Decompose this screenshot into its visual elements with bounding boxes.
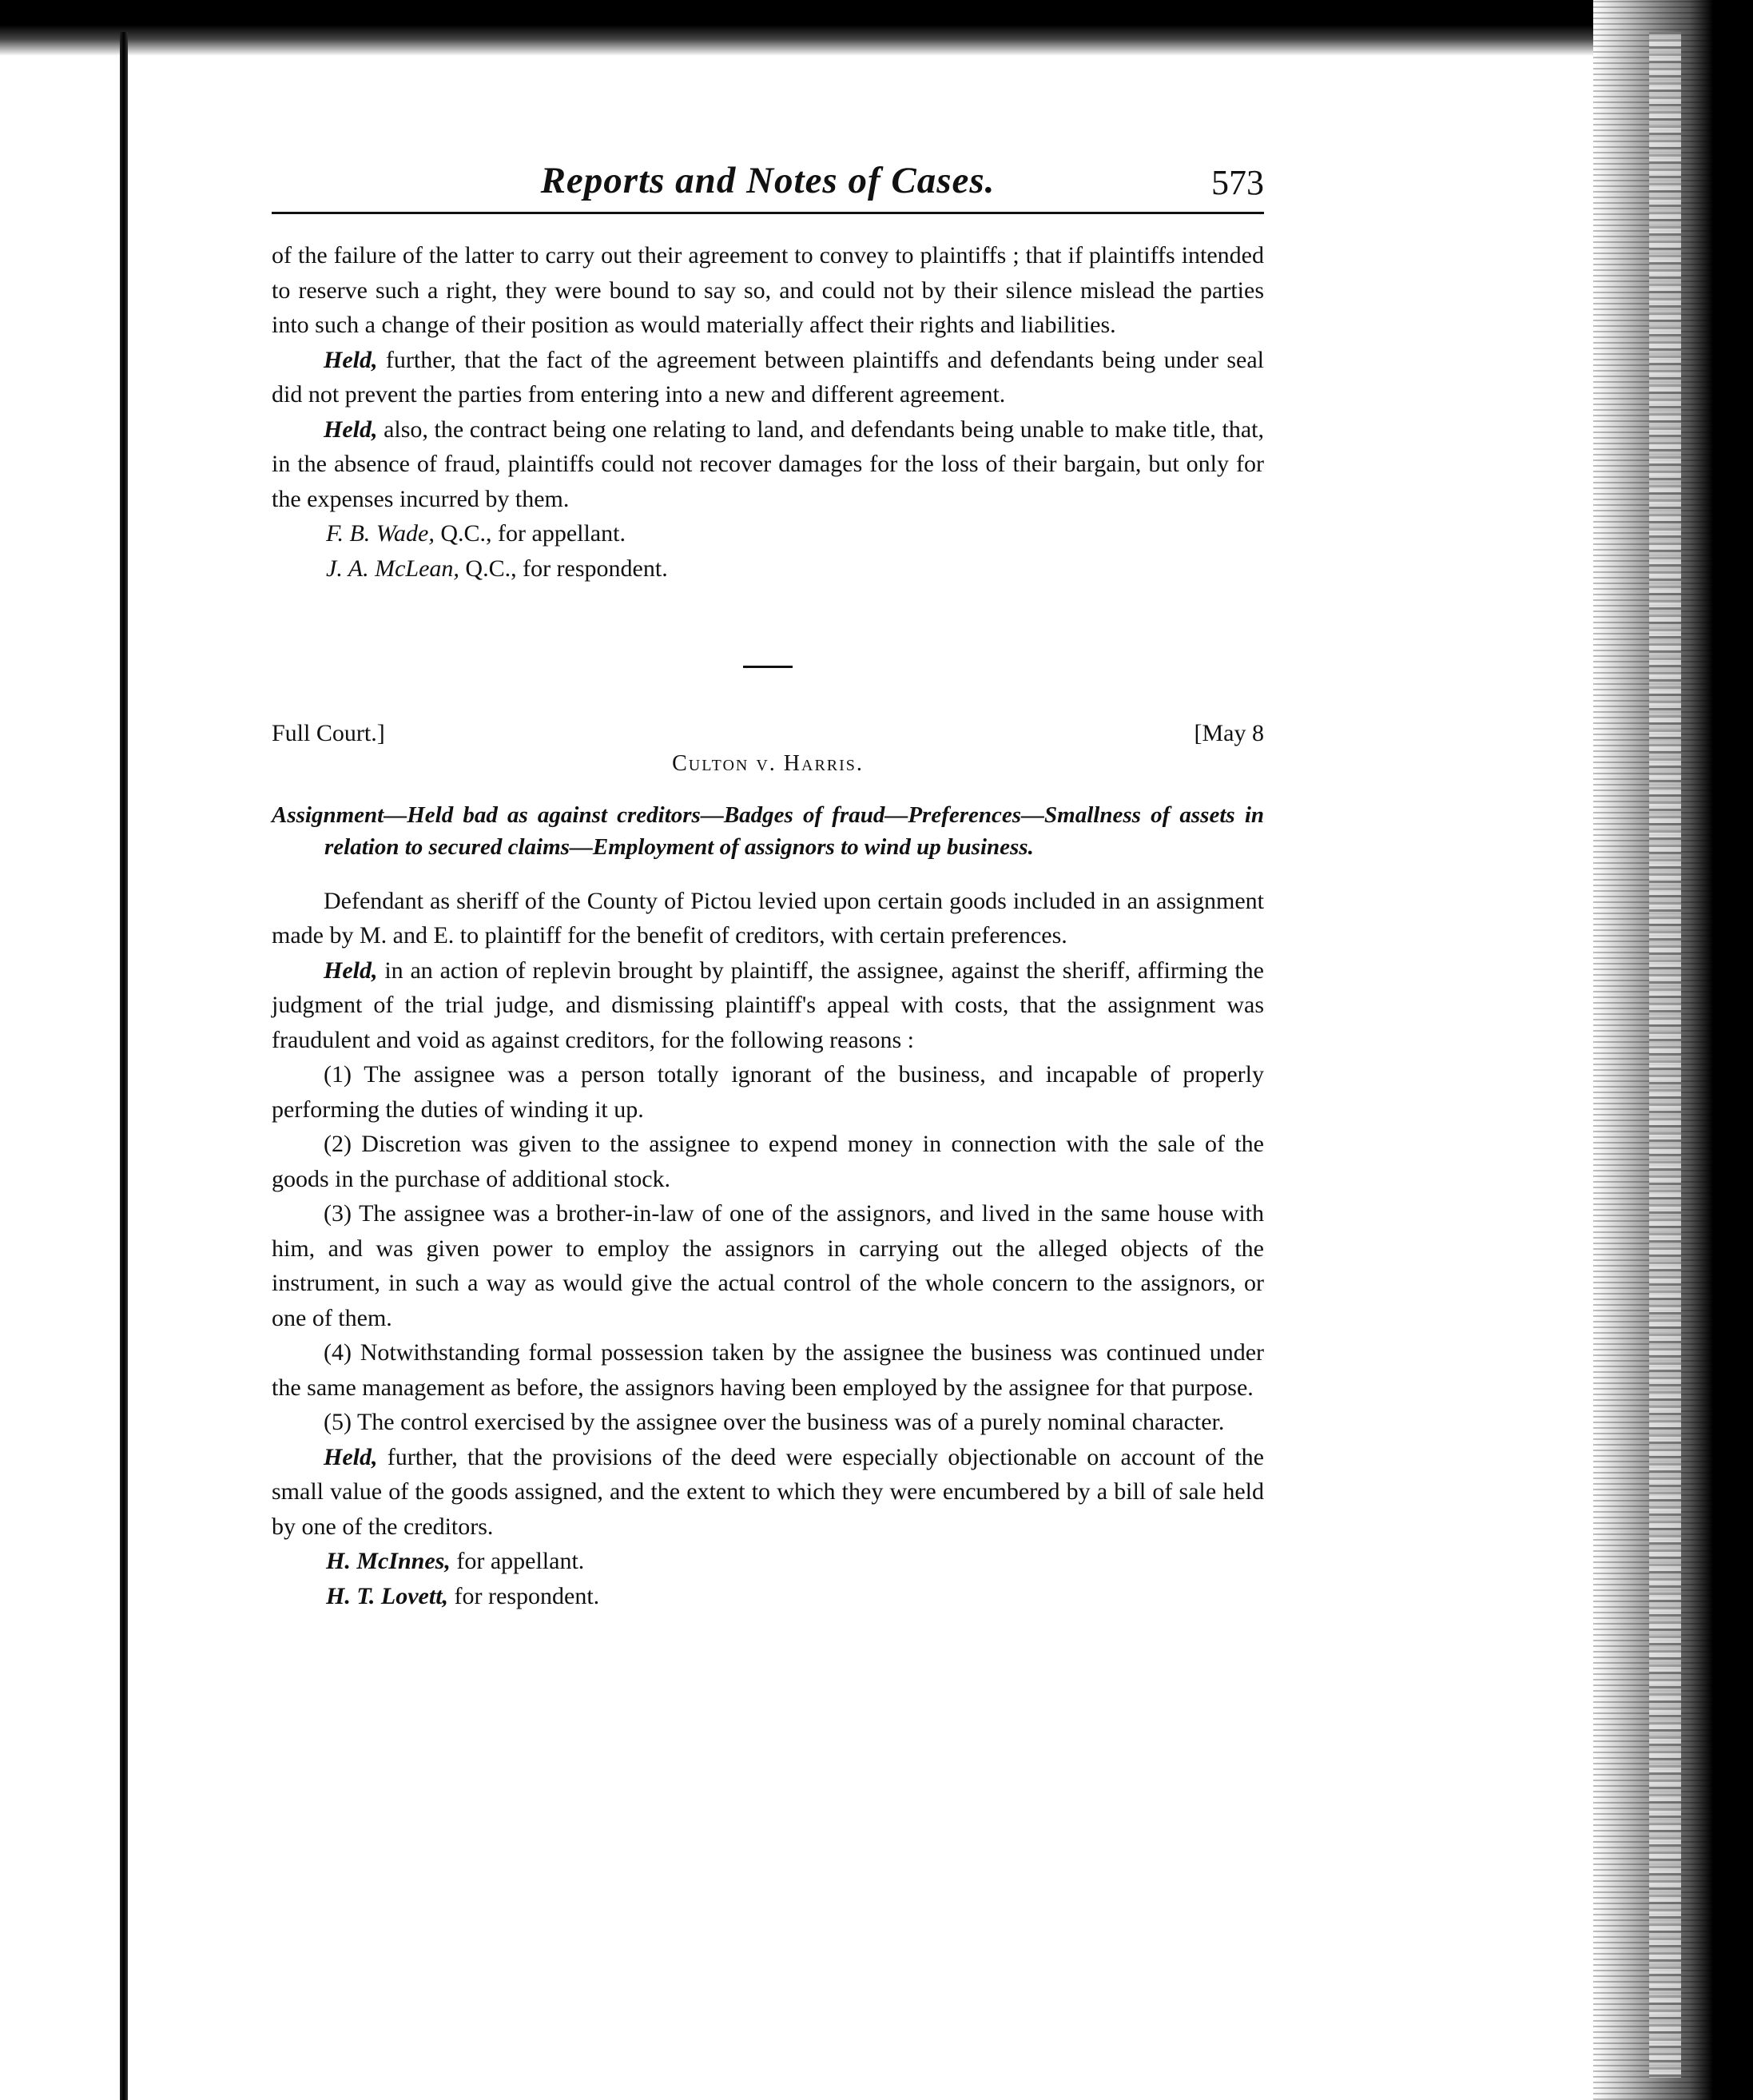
- held-lead: Held,: [324, 1443, 378, 1470]
- counsel-line: [272, 516, 1264, 551]
- case2-head: [272, 716, 1264, 756]
- running-head: [272, 156, 1264, 214]
- case2-held-paragraph: [272, 953, 1264, 1058]
- held-lead: Held,: [324, 416, 378, 443]
- reason-item: (4) Notwithstanding formal possession taken by the assignee the business was continued under the same management as before, the assignors having been employed by the assignee for that purpose.: [272, 1339, 1264, 1401]
- counsel-name: F. B. Wade,: [326, 520, 435, 547]
- counsel-name: H. T. Lovett,: [326, 1582, 449, 1609]
- counsel-line: [272, 1544, 1264, 1579]
- case1-body: [272, 238, 1264, 1613]
- case-title: Culton v. Harris.: [672, 751, 864, 776]
- reason-item: (5) The control exercised by the assignee over the business was of a purely nominal character.: [324, 1409, 1225, 1435]
- held-text: in an action of replevin brought by plaintiff, the assignee, against the sheriff, affirming the judgment of the trial judge, and dismissing plaintiff's appeal with costs, that the assignment was fraudulent and void as against creditors, for the following reasons :: [272, 957, 1264, 1053]
- held-lead: Held,: [324, 957, 378, 984]
- scan-top-edge: [0, 0, 1753, 56]
- held-text: further, that the provisions of the deed were especially objectionable on account of the small value of the goods assigned, and the extent to which they were encumbered by a bill of sale held by one of the creditors.: [272, 1443, 1264, 1540]
- scan-left-edge: [120, 32, 128, 2100]
- headnote: Assignment—Held bad as against creditors—Badges of fraud—Preferences—Smallness of assets in relation to secured claims—Employment of assignors to wind up business.: [272, 801, 1264, 860]
- counsel-role: Q.C., for respondent.: [459, 555, 668, 582]
- counsel-name: J. A. McLean,: [326, 555, 459, 582]
- court-label: Full Court.]: [272, 720, 385, 746]
- case-separator: [743, 666, 793, 668]
- page-number: 573: [1211, 163, 1264, 202]
- reason-item: (2) Discretion was given to the assignee to expend money in connection with the sale of the goods in the purchase of additional stock.: [272, 1131, 1264, 1192]
- counsel-role: for respondent.: [448, 1582, 600, 1609]
- case2-intro: Defendant as sheriff of the County of Pictou levied upon certain goods included in an assignment made by M. and E. to plaintiff for the benefit of creditors, with certain preferences.: [272, 887, 1264, 949]
- case2-held-further: [272, 1440, 1264, 1545]
- held-text: further, that the fact of the agreement between plaintiffs and defendants being under seal did not prevent the parties from entering into a new and different agreement.: [272, 346, 1264, 408]
- case1-paragraph: of the failure of the latter to carry out their agreement to convey to plaintiffs ; that if plaintiffs intended to reserve such a right, they were bound to say so, and could not by their silence mislead the parties into such a change of their position as would materially affect their rights and liabilities.: [272, 242, 1264, 338]
- counsel-line: [272, 1579, 1264, 1614]
- held-lead: Held,: [324, 346, 378, 373]
- reason-item: (3) The assignee was a brother-in-law of one of the assignors, and lived in the same house with him, and was given power to employ the assignors in carrying out the alleged objects of the instrument, in such a way as would give the actual control of the whole concern to the assignors, or one of them.: [272, 1200, 1264, 1331]
- case1-held-paragraph: [272, 343, 1264, 412]
- page: [272, 156, 1264, 1613]
- counsel-line: [272, 551, 1264, 587]
- running-title: Reports and Notes of Cases.: [540, 160, 996, 201]
- counsel-role: Q.C., for appellant.: [434, 520, 626, 547]
- held-text: also, the contract being one relating to land, and defendants being unable to make title, that, in the absence of fraud, plaintiffs could not recover damages for the loss of their bargain, but only for the expenses incurred by them.: [272, 416, 1264, 512]
- case-date: [May 8: [1194, 720, 1264, 746]
- case1-held-paragraph: [272, 412, 1264, 517]
- counsel-role: for appellant.: [450, 1548, 585, 1574]
- reason-item: (1) The assignee was a person totally ignorant of the business, and incapable of properly performing the duties of winding it up.: [272, 1061, 1264, 1123]
- scan-right-noise: [1649, 32, 1681, 2078]
- counsel-name: H. McInnes,: [326, 1548, 451, 1574]
